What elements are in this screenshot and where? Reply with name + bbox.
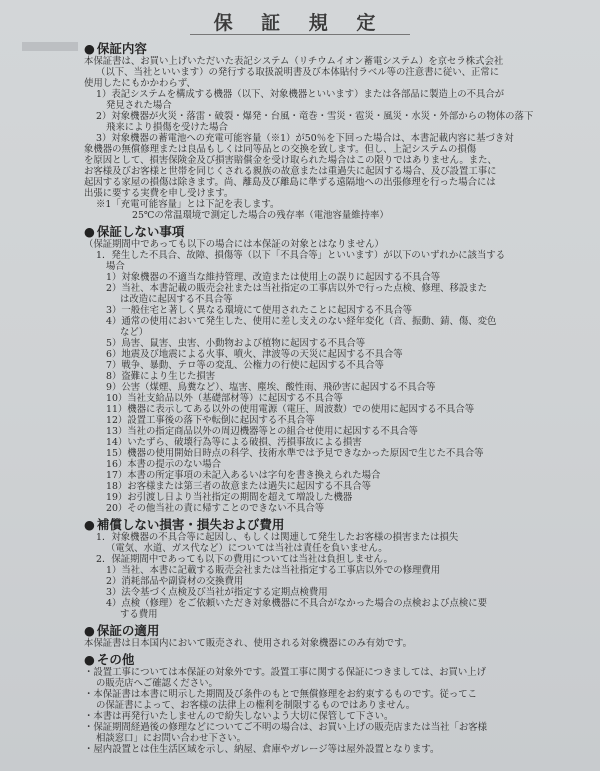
text-line: 2）消耗部品や副資材の交換費用 bbox=[106, 576, 244, 587]
text-line: （以下、当社といいます）の発行する取扱説明書及び本体貼付ラベル等の注意書に従い、正常に bbox=[96, 67, 500, 78]
section-heading bbox=[84, 652, 596, 667]
text-line: 15）機器の使用開始日時点の科学、技術水準では予見できなかった原因で生じた不具合等 bbox=[106, 448, 484, 459]
section-heading bbox=[84, 41, 596, 56]
heading-bullet-icon: ● bbox=[84, 41, 95, 56]
text-line: 1．対象機器の不具合等に起因し、もしくは関連して発生したお客様の損害または損失 bbox=[96, 532, 459, 543]
section-heading bbox=[84, 623, 596, 638]
section bbox=[84, 517, 596, 623]
text-line: 8）盗難により生じた損害 bbox=[106, 371, 216, 382]
text-line: 5）鳥害、鼠害、虫害、小動物および植物に起因する不具合等 bbox=[106, 338, 366, 349]
text-line: 18）お客様または第三者の故意または過失に起因する不具合等 bbox=[106, 481, 372, 492]
text-line: 19）お引渡し日より当社指定の期間を超えて増設した機器 bbox=[106, 492, 353, 503]
page-margin-shadow bbox=[22, 42, 78, 51]
text-line: の販売店へご確認ください。 bbox=[96, 678, 218, 689]
text-line: 10）当社支給品以外（基礎部材等）に起因する不具合等 bbox=[106, 393, 343, 404]
heading-bullet-icon: ● bbox=[84, 517, 95, 532]
text-line: 6）地震及び地震による火事、噴火、津波等の天災に起因する不具合等 bbox=[106, 349, 403, 360]
text-line: 場合 bbox=[106, 261, 125, 272]
text-line: 20）その他当社の責に帰すことのできない不具合等 bbox=[106, 503, 325, 514]
text-line: 本保証書は、お買い上げいただいた表記システム（リチウムイオン蓄電システム）を京セラ株式会社 bbox=[84, 56, 504, 67]
text-line: 使用したにもかかわらず、 bbox=[84, 78, 196, 89]
text-line: 3）法令基づく点検及び当社が指定する定期点検費用 bbox=[106, 587, 328, 598]
text-line: （電気、水道、ガス代など）については当社は責任を負いません。 bbox=[106, 543, 388, 554]
text-line: 4）点検（修理）をご依頼いただき対象機器に不具合がなかった場合の点検および点検に要 bbox=[106, 598, 487, 609]
text-line: 出張に要する実費を申し受けます。 bbox=[84, 188, 234, 199]
text-line: 本保証書は日本国内において販売され、使用される対象機器にのみ有効です。 bbox=[84, 638, 412, 649]
text-line: （保証期間中であっても以下の場合には本保証の対象とはなりません） bbox=[84, 239, 384, 250]
text-line: する費用 bbox=[120, 609, 158, 620]
section bbox=[84, 623, 596, 652]
section-heading-text: 保証内容 bbox=[96, 41, 147, 56]
text-line: の保証書によって、お客様の法律上の権利を制限するものではありません。 bbox=[96, 700, 416, 711]
section-heading bbox=[84, 517, 596, 532]
text-line: 11）機器に表示してある以外の使用電源（電圧、周波数）での使用に起因する不具合等 bbox=[106, 404, 475, 415]
text-line: 13）当社の指定商品以外の周辺機器等との組合せ使用に起因する不具合等 bbox=[106, 426, 418, 437]
text-line: ・本保証書は本書に明示した期間及び条件のもとで無償修理をお約束するものです。従ってこ bbox=[84, 689, 478, 700]
text-line: 起因する家屋の損傷は除きます。尚、離島及び離島に準ずる遠隔地への出張修理を行った場合には bbox=[84, 177, 496, 188]
text-line: を原因として、損害保険金及び損害賠償金を受け取られた場合はこの限りではありません。また、 bbox=[84, 155, 497, 166]
text-line: 14）いたずら、破壊行為等による破損、汚損事故による損害 bbox=[106, 437, 362, 448]
text-line: 象機器の無償修理または良品もしくは同等品との交換を致します。但し、上記システムの損傷 bbox=[84, 144, 477, 155]
text-line: ※1「充電可能容量」とは下記を表します。 bbox=[96, 199, 280, 210]
text-line: ・保証期間経過後の修理などについてご不明の場合は、お買い上げの販売店または当社「お客様 bbox=[84, 722, 487, 733]
text-line: 2）対象機器が火災・落雷・破裂・爆発・台風・竜巻・雪災・雹災・風災・水災・外部からの物体の落下 bbox=[96, 111, 534, 122]
section-heading-text: 保証の適用 bbox=[96, 623, 160, 638]
text-line: お客様及びお客様と世帯を同じくされる親族の故意または重過失に起因する場合、及び設置工事に bbox=[84, 166, 497, 177]
section bbox=[84, 652, 596, 758]
text-line: 発見された場合 bbox=[106, 100, 172, 111]
section bbox=[84, 224, 596, 517]
section-heading-text: 保証しない事項 bbox=[96, 224, 185, 239]
text-line: 1．発生した不具合、故障、損傷等（以下「不具合等」といいます）が以下のいずれかに該当する bbox=[96, 250, 506, 261]
heading-bullet-icon: ● bbox=[84, 224, 95, 239]
text-line: など） bbox=[120, 327, 149, 338]
section-heading bbox=[84, 224, 596, 239]
text-line: 25℃の常温環境で測定した場合の残存率（電池容量維持率） bbox=[132, 210, 389, 221]
text-line: は改造に起因する不具合等 bbox=[120, 294, 233, 305]
text-line: 飛来により損傷を受けた場合 bbox=[106, 122, 228, 133]
page-title: 保 証 規 定 bbox=[213, 12, 387, 34]
text-line: 17）本書の所定事項の未記入あるいは字句を書き換えられた場合 bbox=[106, 470, 381, 481]
text-line: ・屋内設置とは住生活区域を示し、納屋、倉庫やガレージ等は屋外設置となります。 bbox=[84, 744, 440, 755]
text-line: 3）対象機器の蓄電池への充電可能容量（※1）が50％を下回った場合は、本書記載内容に基づき対 bbox=[96, 133, 514, 144]
heading-bullet-icon: ● bbox=[84, 623, 95, 638]
text-line: 2．保証期間中であっても以下の費用については当社は負担しません。 bbox=[96, 554, 393, 565]
section-heading-text: 補償しない損害・損失および費用 bbox=[96, 517, 285, 532]
text-line: 1）当社、本書に記載する販売会社または当社指定する工事店以外での修理費用 bbox=[106, 565, 441, 576]
document-body bbox=[84, 41, 596, 758]
section bbox=[84, 41, 596, 224]
text-line: 相談窓口」にお問い合わせ下さい。 bbox=[96, 733, 247, 744]
title-underline bbox=[190, 34, 410, 35]
text-line: 3）一般住宅と著しく異なる環境にて使用されたことに起因する不具合等 bbox=[106, 305, 412, 316]
text-line: 7）戦争、暴動、テロ等の変乱、公権力の行使に起因する不具合等 bbox=[106, 360, 384, 371]
text-line: 12）設置工事後の落下や転倒に起因する不具合等 bbox=[106, 415, 315, 426]
text-line: 2）当社、本書記載の販売会社または当社指定の工事店以外で行った点検、修理、移設また bbox=[106, 283, 487, 294]
text-line: 16）本書の提示のない場合 bbox=[106, 459, 222, 470]
text-line: ・本書は再発行いたしませんので紛失しないよう大切に保管して下さい。 bbox=[84, 711, 394, 722]
text-line: ・設置工事については本保証の対象外です。設置工事に関する保証につきましては、お買い上げ bbox=[84, 667, 487, 678]
heading-bullet-icon: ● bbox=[84, 652, 95, 667]
text-line: 9）公害（煤煙、鳥糞など）、塩害、塵埃、酸性雨、飛砂害に起因する不具合等 bbox=[106, 382, 436, 393]
text-line: 1）対象機器の不適当な維持管理、改造または使用上の誤りに起因する不具合等 bbox=[106, 272, 441, 283]
text-line: 4）通常の使用において発生した、使用に差し支えのない経年変化（音、振動、錆、傷、変色 bbox=[106, 316, 497, 327]
text-line: 1）表記システムを構成する機器（以下、対象機器といいます）または各部品に製造上の不具合が bbox=[96, 89, 505, 100]
section-heading-text: その他 bbox=[96, 652, 135, 667]
